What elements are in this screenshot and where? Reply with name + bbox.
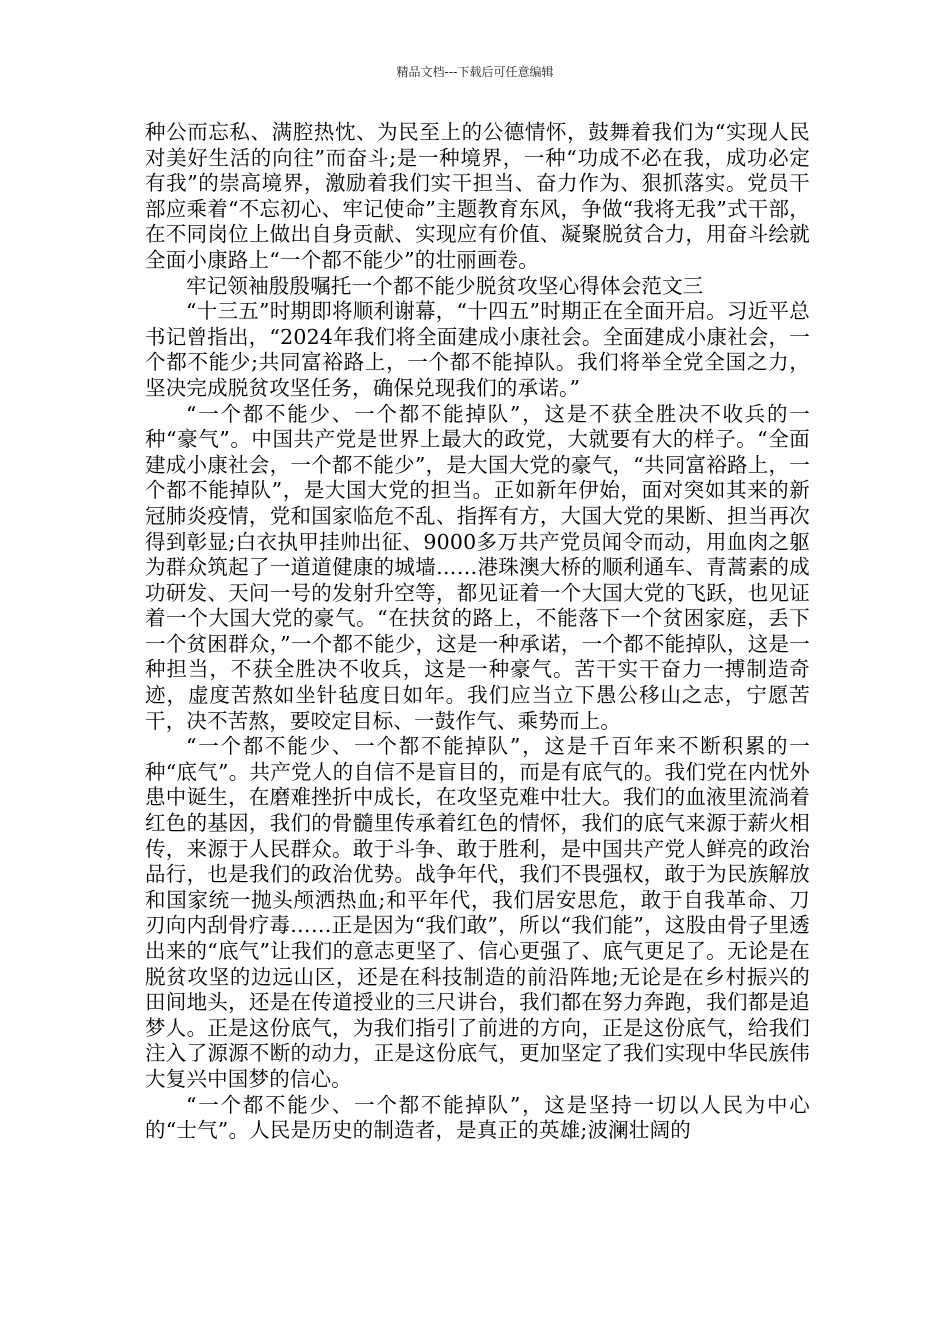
page-header: 精品文档---下载后可任意编辑: [396, 65, 554, 79]
paragraph: “一个都不能少、一个都不能掉队”，这是千百年来不断积累的一种“底气”。共产党人的自信不是盲目的，而是有底气的。我们党在内忧外患中诞生，在磨难挫折中成长，在攻坚克难中壮大。我们的血液里流淌着红色的基因，我们的骨髓里传承着红色的情怀，我们的底气来源于薪火相传，来源于人民群众。敢于斗争、敢于胜利，是中国共产党人鲜亮的政治品行，也是我们的政治优势。战争年代，我们不畏强权，敢于为民族解放和国家统一抛头颅洒热血;和平年代，我们居安思危，敢于自我革命、刀刃向内刮骨疗毒……正是因为“我们敢”，所以“我们能”，这股由骨子里透出来的“底气”让我们的意志更坚了、信心更强了、底气更足了。无论是在脱贫攻坚的边远山区，还是在科技制造的前沿阵地;无论是在乡村振兴的田间地头，还是在传道授业的三尺讲台，我们都在努力奔跑，我们都是追梦人。正是这份底气，为我们指引了前进的方向，正是这份底气，给我们注入了源源不断的动力，正是这份底气，更加坚定了我们实现中华民族伟大复兴中国梦的信心。: [145, 734, 810, 1091]
paragraph: “一个都不能少、一个都不能掉队”，这是不获全胜决不收兵的一种“豪气”。中国共产党是世界上最大的政党，大就要有大的样子。“全面建成小康社会，一个都不能少”，是大国大党的豪气，“共同富裕路上，一个都不能掉队”，是大国大党的担当。正如新年伊始，面对突如其来的新冠肺炎疫情，党和国家临危不乱、指挥有方，大国大党的果断、担当再次得到彰显;白衣执甲挂帅出征、9000多万共产党员闻令而动，用血肉之躯为群众筑起了一道道健康的城墙……港珠澳大桥的顺利通车、青蒿素的成功研发、天问一号的发射升空等，都见证着一个大国大党的飞跃，也见证着一个大国大党的豪气。“在扶贫的路上，不能落下一个贫困家庭，丢下一个贫困群众，”一个都不能少，这是一种承诺，一个都不能掉队，这是一种担当，不获全胜决不收兵，这是一种豪气。苦干实干奋力一搏制造奇迹，虚度苦熬如坐针毡度日如年。我们应当立下愚公移山之志，宁愿苦干，决不苦熬，要咬定目标、一鼓作气、乘势而上。: [145, 401, 810, 733]
paragraph-continued: 种公而忘私、满腔热忱、为民至上的公德情怀，鼓舞着我们为“实现人民对美好生活的向往”而奋斗;是一种境界，一种“功成不必在我，成功必定有我”的崇高境界，激励着我们实干担当、奋力作为、狠抓落实。党员干部应乘着“不忘初心、牢记使命”主题教育东风，争做“我将无我”式干部，在不同岗位上做出自身贡献、实现应有价值、凝聚脱贫合力，用奋斗绘就全面小康路上“一个都不能少”的壮丽画卷。: [145, 120, 810, 272]
article-body: [145, 120, 810, 1144]
section-title: 牢记领袖殷殷嘱托一个都不能少脱贫攻坚心得体会范文三: [186, 273, 704, 298]
paragraph: “一个都不能少、一个都不能掉队”，这是坚持一切以人民为中心的“士气”。人民是历史的制造者，是真正的英雄;波澜壮阔的: [145, 1092, 810, 1143]
paragraph: “十三五”时期即将顺利谢幕，“十四五”时期正在全面开启。习近平总书记曾指出，“2024年我们将全面建成小康社会。全面建成小康社会，一个都不能少;共同富裕路上，一个都不能掉队。我们将举全党全国之力，坚决完成脱贫攻坚任务，确保兑现我们的承诺。”: [145, 299, 810, 400]
